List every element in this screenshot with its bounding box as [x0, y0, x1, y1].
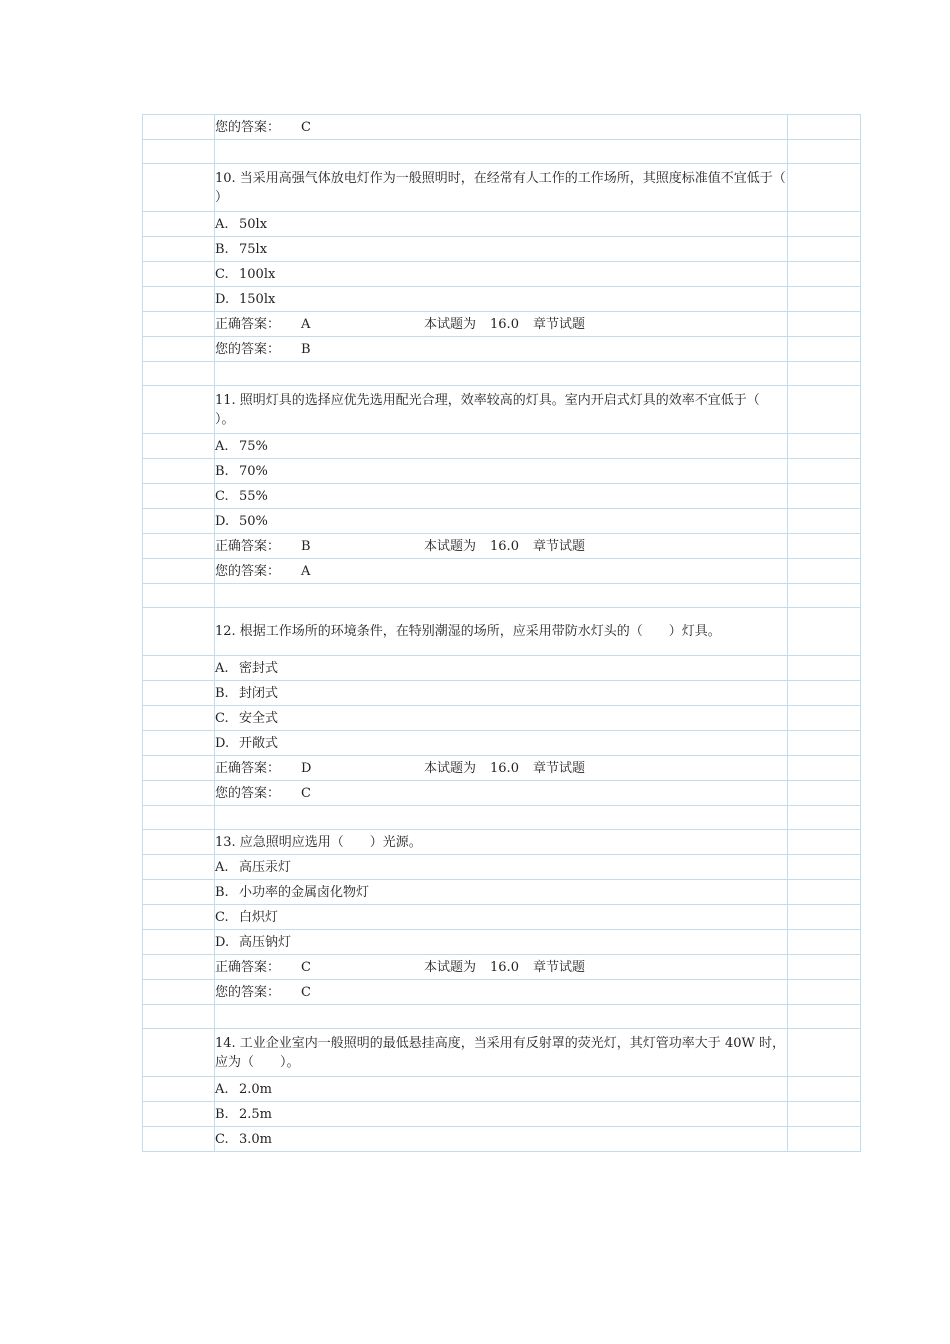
meta-suffix: 章节试题: [532, 959, 585, 975]
option-row: [143, 212, 861, 237]
correct-answer-label: 正确答案：: [215, 760, 281, 776]
option-row: [143, 855, 861, 880]
option-letter: B.: [215, 884, 229, 900]
your-answer-label: 您的答案：: [215, 341, 281, 357]
correct-answer-value: D: [301, 760, 312, 776]
question-row: [143, 608, 861, 656]
your-answer-value: A: [301, 563, 311, 579]
option-row: [143, 1077, 861, 1102]
spacer-row: [143, 806, 861, 830]
option-letter: C.: [215, 909, 229, 925]
option-row: [143, 509, 861, 534]
option-letter: D.: [215, 735, 230, 751]
your-answer-row: [143, 337, 861, 362]
option-letter: C.: [215, 266, 229, 282]
correct-answer-row: [143, 955, 861, 980]
question-meta: [424, 537, 599, 556]
meta-score: 16.0: [490, 316, 519, 332]
option-row: [143, 484, 861, 509]
option-row: [143, 930, 861, 955]
question-meta: [424, 759, 599, 778]
option-text: 密封式: [239, 660, 279, 676]
exam-results-table: [142, 114, 861, 1152]
meta-score: 16.0: [490, 959, 519, 975]
option-row: [143, 237, 861, 262]
meta-score: 16.0: [490, 538, 519, 554]
option-letter: C.: [215, 488, 229, 504]
option-text: 封闭式: [239, 685, 279, 701]
option-letter: C.: [215, 710, 229, 726]
option-text: 2.5m: [239, 1106, 273, 1122]
option-letter: D.: [215, 291, 230, 307]
option-row: [143, 262, 861, 287]
question-text: 12. 根据工作场所的环境条件，在特别潮湿的场所，应采用带防水灯头的（ ）灯具。: [215, 608, 788, 656]
your-answer-value: B: [301, 341, 311, 357]
option-letter: A.: [215, 216, 229, 232]
meta-suffix: 章节试题: [532, 538, 585, 554]
option-text: 高压钠灯: [239, 934, 292, 950]
option-text: 75%: [239, 438, 268, 454]
question-meta: [424, 958, 599, 977]
spacer-row: [143, 584, 861, 608]
option-letter: D.: [215, 934, 230, 950]
option-text: 白炽灯: [239, 909, 279, 925]
option-row: [143, 681, 861, 706]
option-text: 75lx: [239, 241, 268, 257]
your-answer-row: [143, 980, 861, 1005]
option-text: 小功率的金属卤化物灯: [239, 884, 370, 900]
option-letter: A.: [215, 438, 229, 454]
question-text: 10. 当采用高强气体放电灯作为一般照明时，在经常有人工作的工作场所，其照度标准值不宜低于（ ）: [215, 164, 788, 212]
spacer-row: [143, 140, 861, 164]
your-answer-label: 您的答案：: [215, 785, 281, 801]
option-row: [143, 434, 861, 459]
your-answer-value: C: [301, 119, 311, 135]
option-letter: B.: [215, 241, 229, 257]
correct-answer-value: A: [301, 316, 311, 332]
correct-answer-label: 正确答案：: [215, 538, 281, 554]
correct-answer-label: 正确答案：: [215, 316, 281, 332]
option-row: [143, 1127, 861, 1152]
option-letter: A.: [215, 660, 229, 676]
option-letter: C.: [215, 1131, 229, 1147]
option-text: 高压汞灯: [239, 859, 292, 875]
correct-answer-value: B: [301, 538, 311, 554]
correct-answer-row: [143, 312, 861, 337]
question-text: 13. 应急照明应选用（ ）光源。: [215, 830, 788, 855]
option-text: 2.0m: [239, 1081, 273, 1097]
your-answer-row: [143, 559, 861, 584]
option-text: 55%: [239, 488, 268, 504]
option-text: 安全式: [239, 710, 279, 726]
spacer-row: [143, 1005, 861, 1029]
meta-prefix: 本试题为: [424, 316, 477, 332]
question-row: [143, 1029, 861, 1077]
your-answer-value: C: [301, 785, 311, 801]
option-row: [143, 731, 861, 756]
correct-answer-row: [143, 534, 861, 559]
option-text: 100lx: [239, 266, 276, 282]
option-text: 150lx: [239, 291, 276, 307]
option-row: [143, 1102, 861, 1127]
correct-answer-label: 正确答案：: [215, 959, 281, 975]
option-letter: B.: [215, 463, 229, 479]
meta-prefix: 本试题为: [424, 760, 477, 776]
correct-answer-row: [143, 756, 861, 781]
option-letter: B.: [215, 685, 229, 701]
option-text: 开敞式: [239, 735, 279, 751]
your-answer-row: [143, 115, 861, 140]
option-text: 3.0m: [239, 1131, 273, 1147]
option-letter: B.: [215, 1106, 229, 1122]
option-text: 50%: [239, 513, 268, 529]
meta-prefix: 本试题为: [424, 538, 477, 554]
question-row: [143, 830, 861, 855]
correct-answer-value: C: [301, 959, 311, 975]
your-answer-label: 您的答案：: [215, 984, 281, 1000]
option-row: [143, 459, 861, 484]
meta-score: 16.0: [490, 760, 519, 776]
question-text: 11. 照明灯具的选择应优先选用配光合理，效率较高的灯具。室内开启式灯具的效率不宜低于（ ）。: [215, 386, 788, 434]
your-answer-label: 您的答案：: [215, 563, 281, 579]
your-answer-row: [143, 781, 861, 806]
meta-prefix: 本试题为: [424, 959, 477, 975]
your-answer-label: 您的答案：: [215, 119, 281, 135]
option-text: 70%: [239, 463, 268, 479]
spacer-row: [143, 362, 861, 386]
option-letter: A.: [215, 859, 229, 875]
question-text: 14. 工业企业室内一般照明的最低悬挂高度，当采用有反射罩的荧光灯，其灯管功率大于 40W 时，应为（ ）。: [215, 1029, 788, 1077]
option-row: [143, 656, 861, 681]
option-row: [143, 706, 861, 731]
meta-suffix: 章节试题: [532, 316, 585, 332]
your-answer-value: C: [301, 984, 311, 1000]
option-row: [143, 287, 861, 312]
option-row: [143, 905, 861, 930]
question-row: [143, 164, 861, 212]
question-meta: [424, 315, 599, 334]
option-text: 50lx: [239, 216, 268, 232]
question-row: [143, 386, 861, 434]
option-letter: A.: [215, 1081, 229, 1097]
option-letter: D.: [215, 513, 230, 529]
option-row: [143, 880, 861, 905]
meta-suffix: 章节试题: [532, 760, 585, 776]
